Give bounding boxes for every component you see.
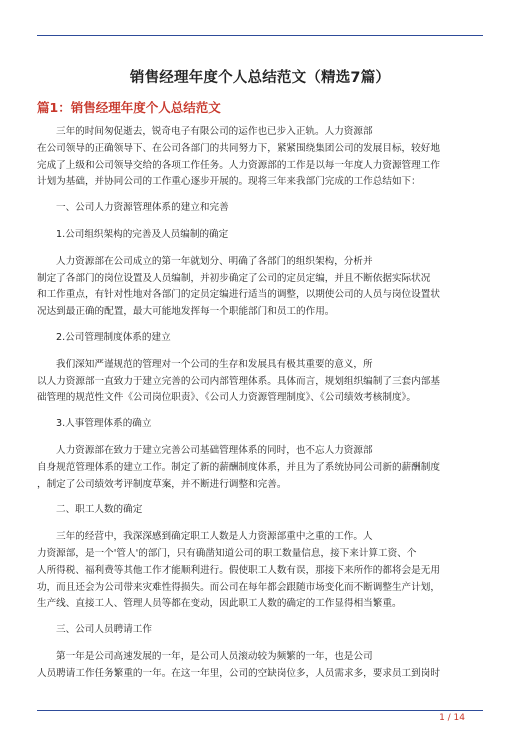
paragraph-line: 人所得税、福利费等其他工作才能顺利进行。假使职工人数有误，那接下来所作的都将会是无用 bbox=[37, 564, 440, 576]
page-indicator: 1 / 14 bbox=[439, 713, 465, 723]
paragraph-line: 生产线、直接工人、管理人员等都在变动，因此职工人数的确定的工作显得相当繁重。 bbox=[37, 598, 402, 610]
paragraph-line: 计划为基础，并协同公司的工作重心逐步开展的。现将三年来我部门完成的工作总结如下： bbox=[37, 176, 421, 188]
paragraph-line: ，制定了公司绩效考评制度草案，并不断进行调整和完善。 bbox=[37, 478, 287, 490]
section-heading: 3.人事管理体系的确立 bbox=[56, 418, 152, 430]
paragraph-line: 人员聘请工作任务繁重的一年。在这一年里，公司的空缺岗位多，人员需求多，要求员工到岗时 bbox=[37, 667, 440, 679]
footer-rule bbox=[37, 710, 483, 711]
paragraph-line: 在公司领导的正确领导下、在公司各部门的共同努力下，紧紧围绕集团公司的发展目标，较好地 bbox=[37, 142, 440, 154]
body-paragraph bbox=[37, 443, 483, 493]
document-title: 销售经理年度个人总结范文（精选7篇） bbox=[129, 70, 391, 86]
body-paragraph bbox=[37, 254, 483, 321]
body-paragraph bbox=[37, 124, 483, 191]
header-rule bbox=[37, 35, 483, 36]
section-heading: 一、公司人力资源管理体系的建立和完善 bbox=[56, 202, 229, 214]
paragraph-line: 础管理的规范性文件《公司岗位职责》、《公司人力资源管理制度》、《公司绩效考核制度》。 bbox=[37, 392, 416, 404]
paragraph-line: 人力资源部在公司成立的第一年就划分、明确了各部门的组织架构，分析并 bbox=[56, 255, 373, 267]
paragraph-line: 功，而且还会为公司带来灾难性得损失。而公司在每年都会跟随市场变化而不断调整生产计划， bbox=[37, 581, 440, 593]
document-body bbox=[37, 124, 483, 692]
paragraph-line: 三年的时间匆促逝去，锐奇电子有限公司的运作也已步入正轨。人力资源部 bbox=[56, 126, 373, 137]
paragraph-line: 制定了各部门的岗位设置及人员编制，并初步确定了公司的定员定编，并且不断依据实际状况 bbox=[37, 272, 431, 284]
paragraph-line: 人力资源部在致力于建立完善公司基础管理体系的同时，也不忘人力资源部 bbox=[56, 444, 373, 456]
body-paragraph bbox=[37, 649, 483, 683]
paragraph-line: 以人力资源部一直致力于建立完善的公司内部管理体系。具体而言，规划组织编制了三套内部基 bbox=[37, 375, 440, 387]
body-paragraph bbox=[37, 529, 483, 613]
body-paragraph bbox=[37, 357, 483, 407]
paragraph-line: 力资源部，是一个'管人'的部门，只有确凿知道公司的职工数量信息，接下来计算工资、个 bbox=[37, 547, 417, 559]
paragraph-line: 第一年是公司高速发展的一年，是公司人员滚动较为频繁的一年，也是公司 bbox=[56, 650, 373, 662]
paragraph-line: 况达到最正确的配置，最大可能地发挥每一个职能部门和员工的作用。 bbox=[37, 306, 335, 318]
section-heading: 1.公司组织架构的完善及人员编制的确定 bbox=[56, 228, 229, 240]
section-heading: 三、公司人员聘请工作 bbox=[56, 624, 152, 636]
paragraph-line: 完成了上级和公司领导交给的各项工作任务。人力资源部的工作是以每一年度人力资源管理工作 bbox=[37, 159, 440, 171]
chapter-heading: 篇1：销售经理年度个人总结范文 bbox=[37, 100, 221, 115]
paragraph-line: 自身规范管理体系的建立工作。制定了新的薪酬制度体系，并且为了系统协同公司新的薪酬制度 bbox=[37, 461, 440, 473]
paragraph-line: 我们深知严谨规范的管理对一个公司的生存和发展具有极其重要的意义，所 bbox=[56, 358, 373, 370]
paragraph-line: 三年的经营中，我深深感到确定职工人数是人力资源部重中之重的工作。人 bbox=[56, 531, 373, 543]
section-heading: 二、职工人数的确定 bbox=[56, 504, 143, 516]
paragraph-line: 和工作重点，有针对性地对各部门的定员定编进行适当的调整，以期使公司的人员与岗位设置状 bbox=[37, 289, 440, 301]
section-heading: 2.公司管理制度体系的建立 bbox=[56, 331, 171, 343]
